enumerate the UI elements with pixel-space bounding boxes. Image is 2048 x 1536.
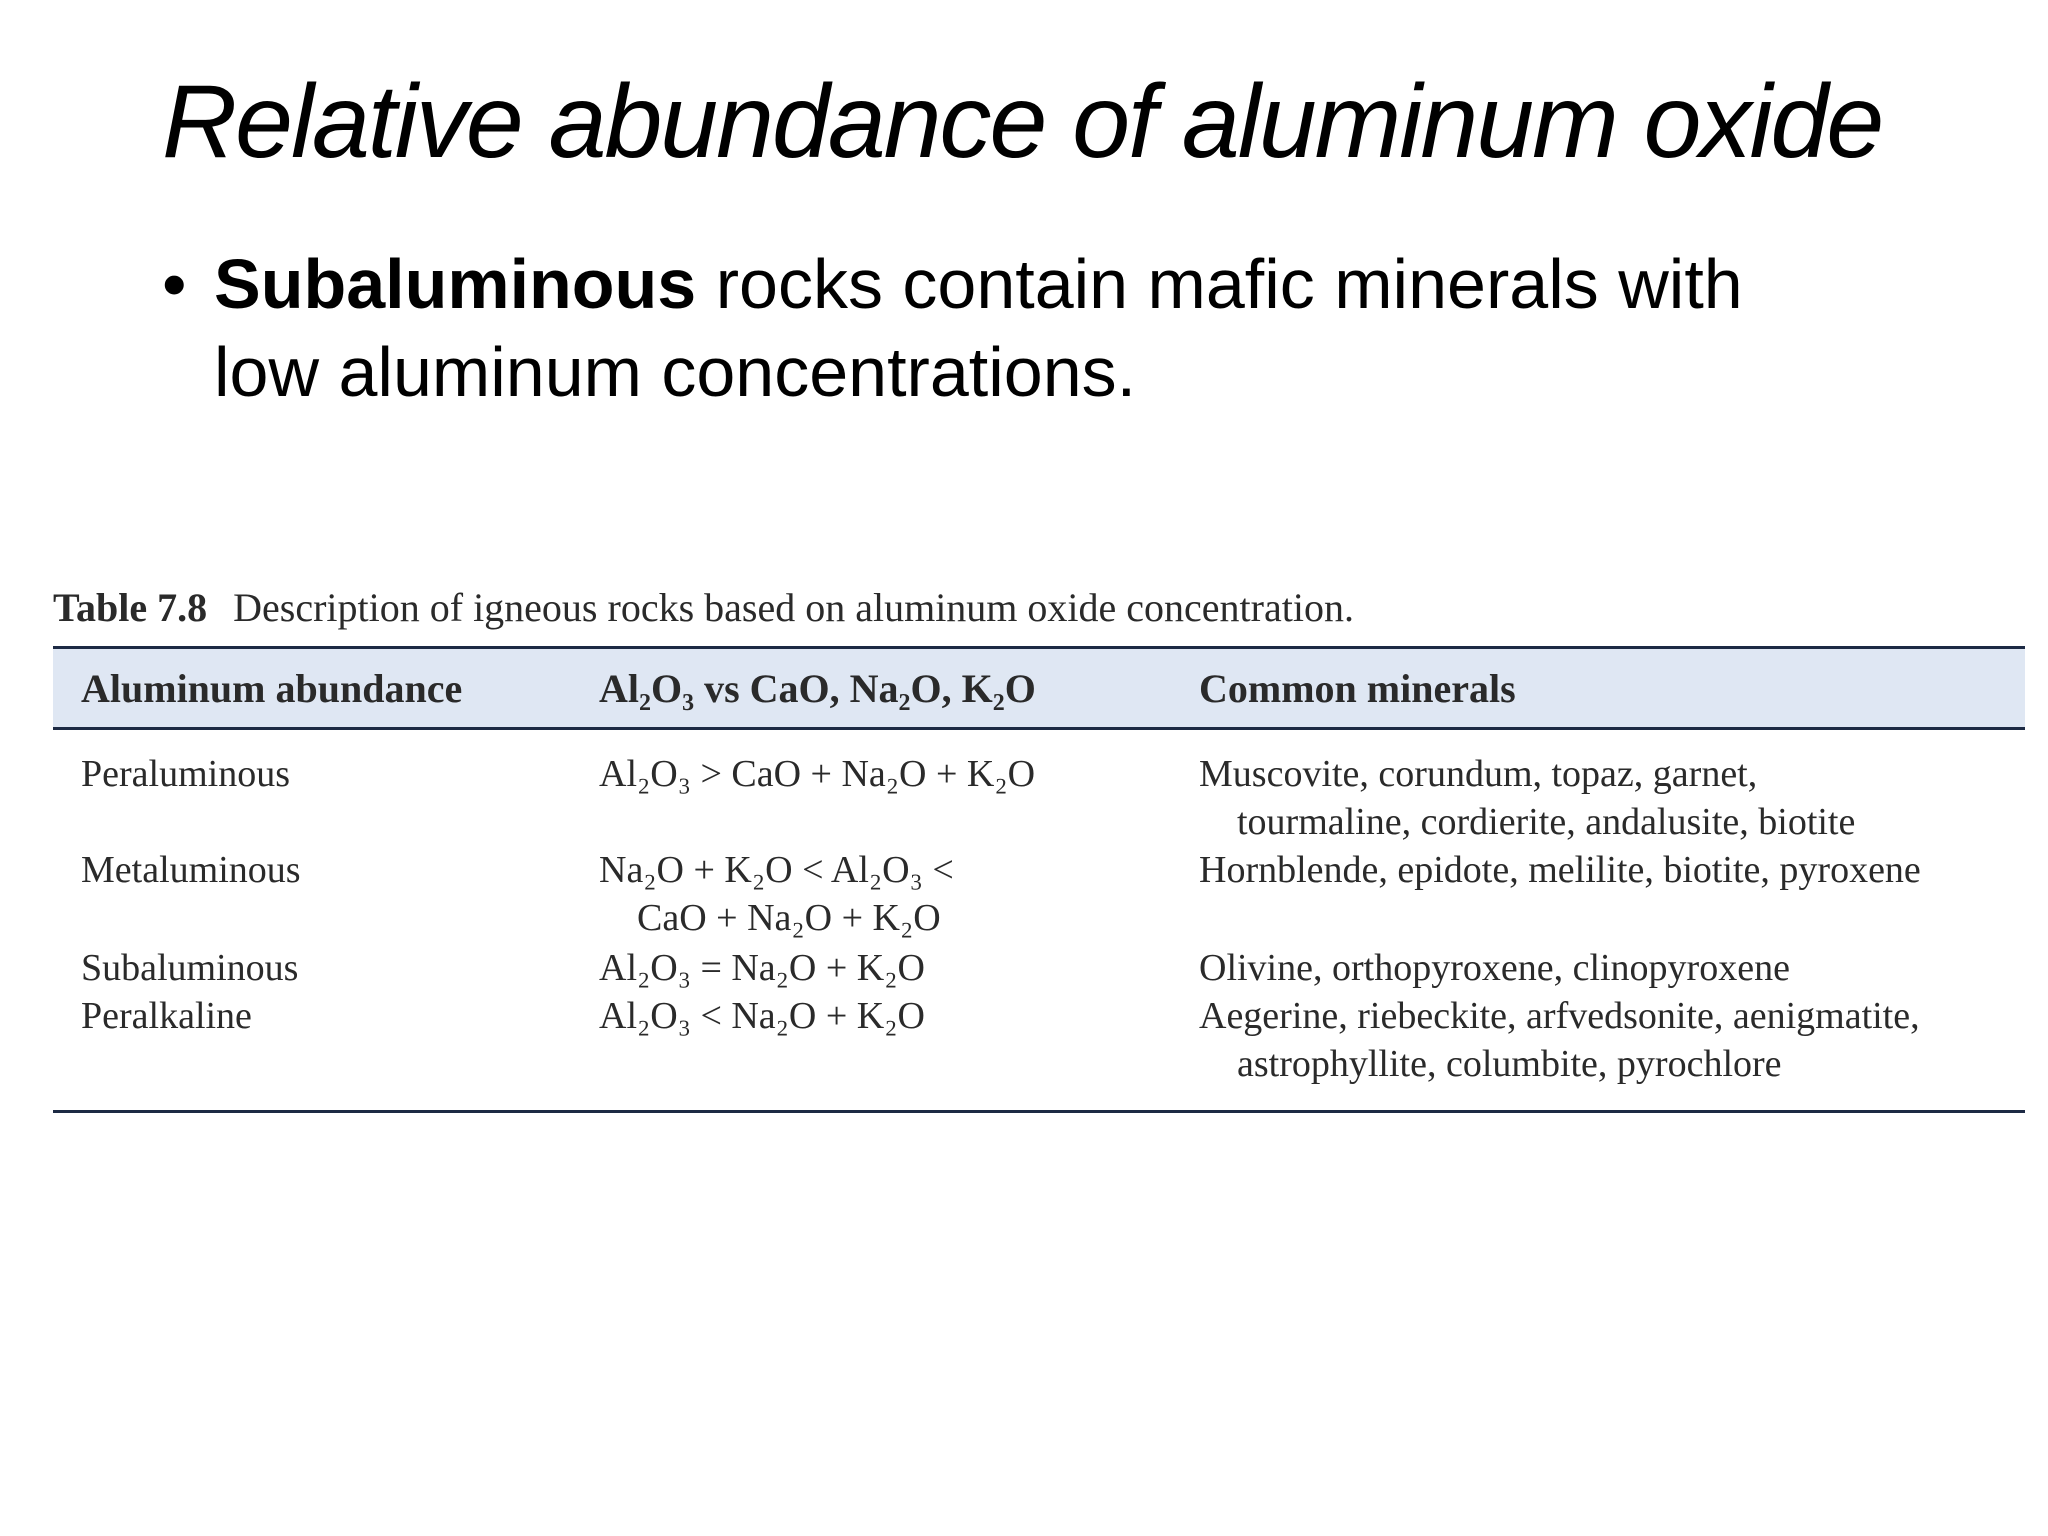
table-row-subaluminous-abundance: Subaluminous bbox=[81, 947, 299, 989]
bullet-text bbox=[162, 240, 1862, 416]
table-row-peralkaline-abundance: Peralkaline bbox=[81, 995, 252, 1037]
header-common-minerals: Common minerals bbox=[1199, 666, 1516, 711]
minerals-line: Aegerine, riebeckite, arfvedsonite, aenigmatite, bbox=[1199, 995, 1920, 1037]
bullet-bold-term: Subaluminous bbox=[214, 245, 697, 323]
table-row-subaluminous-relation: Al₂O₃ = Na₂O + K₂O bbox=[599, 947, 925, 989]
table-caption bbox=[53, 580, 2025, 636]
bullet-dot-icon: • bbox=[162, 245, 187, 323]
table-row-metaluminous-abundance: Metaluminous bbox=[81, 849, 301, 891]
table-caption-text: Description of igneous rocks based on aluminum oxide concentration. bbox=[233, 585, 1354, 630]
table-caption-label: Table 7.8 bbox=[53, 585, 208, 630]
minerals-line-cont: tourmaline, cordierite, andalusite, biotite bbox=[1237, 801, 1856, 843]
table-row-metaluminous-relation bbox=[599, 846, 954, 942]
relation-line-cont: CaO + Na₂O + K₂O bbox=[637, 897, 941, 939]
table-header-row bbox=[53, 646, 2025, 730]
table-row-subaluminous-minerals: Olivine, orthopyroxene, clinopyroxene bbox=[1199, 947, 1790, 989]
slide-title: Relative abundance of aluminum oxide bbox=[162, 64, 1883, 180]
table-row-metaluminous-minerals: Hornblende, epidote, melilite, biotite, pyroxene bbox=[1199, 849, 1921, 891]
table-row-peraluminous-relation: Al₂O₃ > CaO + Na₂O + K₂O bbox=[599, 753, 1036, 795]
table-row-peralkaline-relation: Al₂O₃ < Na₂O + K₂O bbox=[599, 995, 925, 1037]
relation-line: Na₂O + K₂O < Al₂O₃ < bbox=[599, 849, 954, 891]
header-aluminum-abundance: Aluminum abundance bbox=[81, 666, 463, 711]
minerals-line-cont: astrophyllite, columbite, pyrochlore bbox=[1237, 1043, 1782, 1085]
table-body bbox=[53, 730, 2025, 1113]
header-oxide-relation: Al₂O₃ vs CaO, Na₂O, K₂O bbox=[599, 666, 1036, 711]
table-row-peralkaline-minerals bbox=[1199, 992, 1920, 1088]
table-row-peraluminous-abundance: Peraluminous bbox=[81, 753, 290, 795]
bullet-body: rocks contain mafic minerals with low aluminum concentrations. bbox=[214, 245, 1743, 411]
bullet-point bbox=[162, 240, 1862, 416]
table-row-peraluminous-minerals bbox=[1199, 750, 1855, 846]
table-figure bbox=[53, 580, 2025, 1113]
minerals-line: Muscovite, corundum, topaz, garnet, bbox=[1199, 753, 1758, 795]
